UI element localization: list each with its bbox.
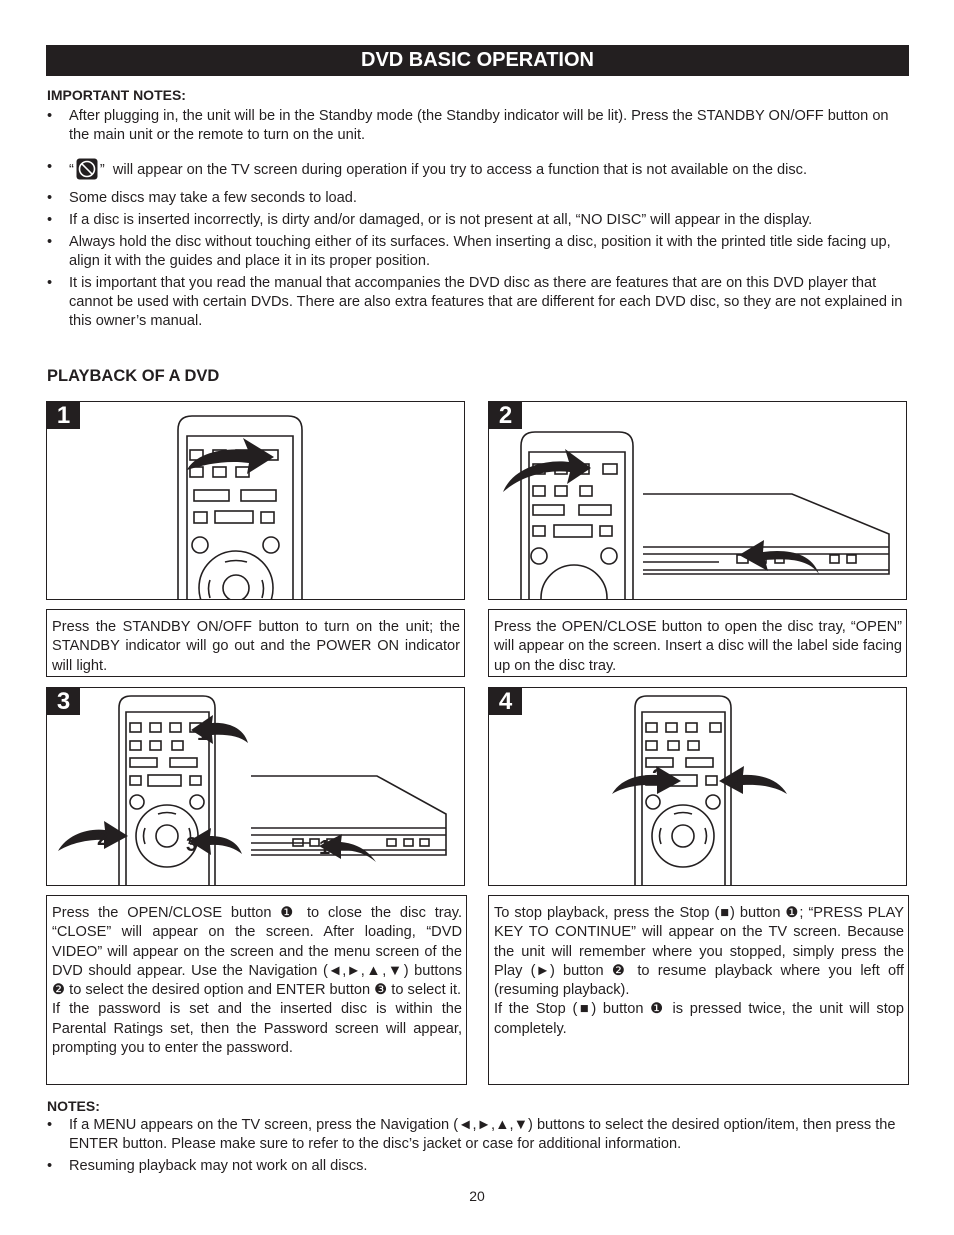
step-number: 1 — [47, 402, 80, 429]
callout-number: 3 — [186, 834, 198, 856]
callout-number: 1 — [197, 723, 209, 745]
list-item: • After plugging in, the unit will be in the Standby mode (the Standby indicator will be lit). Press the STANDBY ON/OFF button on the main unit or the remote to turn on the unit. — [47, 107, 909, 145]
remote-and-player-illustration — [489, 402, 907, 600]
notes-heading: NOTES: — [47, 1098, 100, 1114]
step-4-illustration — [488, 687, 907, 886]
list-item: • Some discs may take a few seconds to load. — [47, 189, 909, 208]
list-item: • It is important that you read the manual that accompanies the DVD disc as there are features that are on this DVD player that cannot be used with certain DVDs. There are also extra features that are different for each DVD disc, so they are not explained in this owner’s manual. — [47, 274, 909, 331]
page-title: DVD BASIC OPERATION — [46, 45, 909, 76]
list-item: • If a MENU appears on the TV screen, press the Navigation (◄,►,▲,▼) buttons to select the desired option/item, then press the ENTER button. Please make sure to refer to the disc’s jacket or case for additional information. — [47, 1116, 909, 1154]
callout-number: 1 — [733, 768, 745, 790]
callout-number: 2 — [652, 766, 664, 788]
page-number: 20 — [469, 1188, 485, 1204]
step-number: 4 — [489, 688, 522, 715]
list-item: • Always hold the disc without touching either of its surfaces. When inserting a disc, position it with the printed title side facing up, align it with the guides and place it in its proper position. — [47, 233, 909, 271]
important-notes-list — [47, 107, 909, 331]
step-number: 2 — [489, 402, 522, 429]
step-number: 3 — [47, 688, 80, 715]
step-1-caption: Press the STANDBY ON/OFF button to turn on the unit; the STANDBY indicator will go out and the POWER ON indicator will light. — [46, 609, 465, 677]
callout-number: 1 — [319, 837, 331, 859]
list-item: • If a disc is inserted incorrectly, is dirty and/or damaged, or is not present at all, “NO DISC” will appear in the display. — [47, 211, 909, 230]
prohibited-icon — [76, 158, 98, 186]
list-item: • Resuming playback may not work on all discs. — [47, 1157, 909, 1176]
important-notes-heading: IMPORTANT NOTES: — [47, 87, 186, 103]
step-3-caption: Press the OPEN/CLOSE button ❶ to close the disc tray. “CLOSE” will appear on the screen. After loading, “DVD VIDEO” will appear on the screen and the menu screen of the DVD should appear. Use the Navigation (◄,►,▲,▼) buttons ❷ to select the desired option and ENTER button ❸ to select it. If the password is set and the inserted disc is within the Parental Ratings set, then the Password screen will appear, prompting you to enter the password. — [46, 895, 467, 1085]
remote-and-player-illustration — [47, 688, 465, 886]
callout-number: 2 — [97, 828, 109, 850]
step-1-illustration — [46, 401, 465, 600]
step-2-caption: Press the OPEN/CLOSE button to open the disc tray, “OPEN” will appear on the screen. Insert a disc will the label side facing up on the disc tray. — [488, 609, 907, 677]
step-3-illustration — [46, 687, 465, 886]
step-2-illustration — [488, 401, 907, 600]
list-item: • “ ” will appear on the TV screen during operation if you try to access a function that is not available on the disc. — [47, 158, 909, 186]
playback-heading: PLAYBACK OF A DVD — [47, 367, 220, 385]
remote-control-illustration — [489, 688, 907, 886]
step-4-caption: To stop playback, press the Stop (■) button ❶; “PRESS PLAY KEY TO CONTINUE” will appear on the TV screen. Because the unit will remember where you stopped, simply press the Play (►) button ❷ to resume playback where you left off (resuming playback). If the Stop (■) button ❶ is pressed twice, the unit will stop completely. — [488, 895, 909, 1085]
remote-control-illustration — [47, 402, 465, 600]
notes-list — [47, 1116, 909, 1176]
